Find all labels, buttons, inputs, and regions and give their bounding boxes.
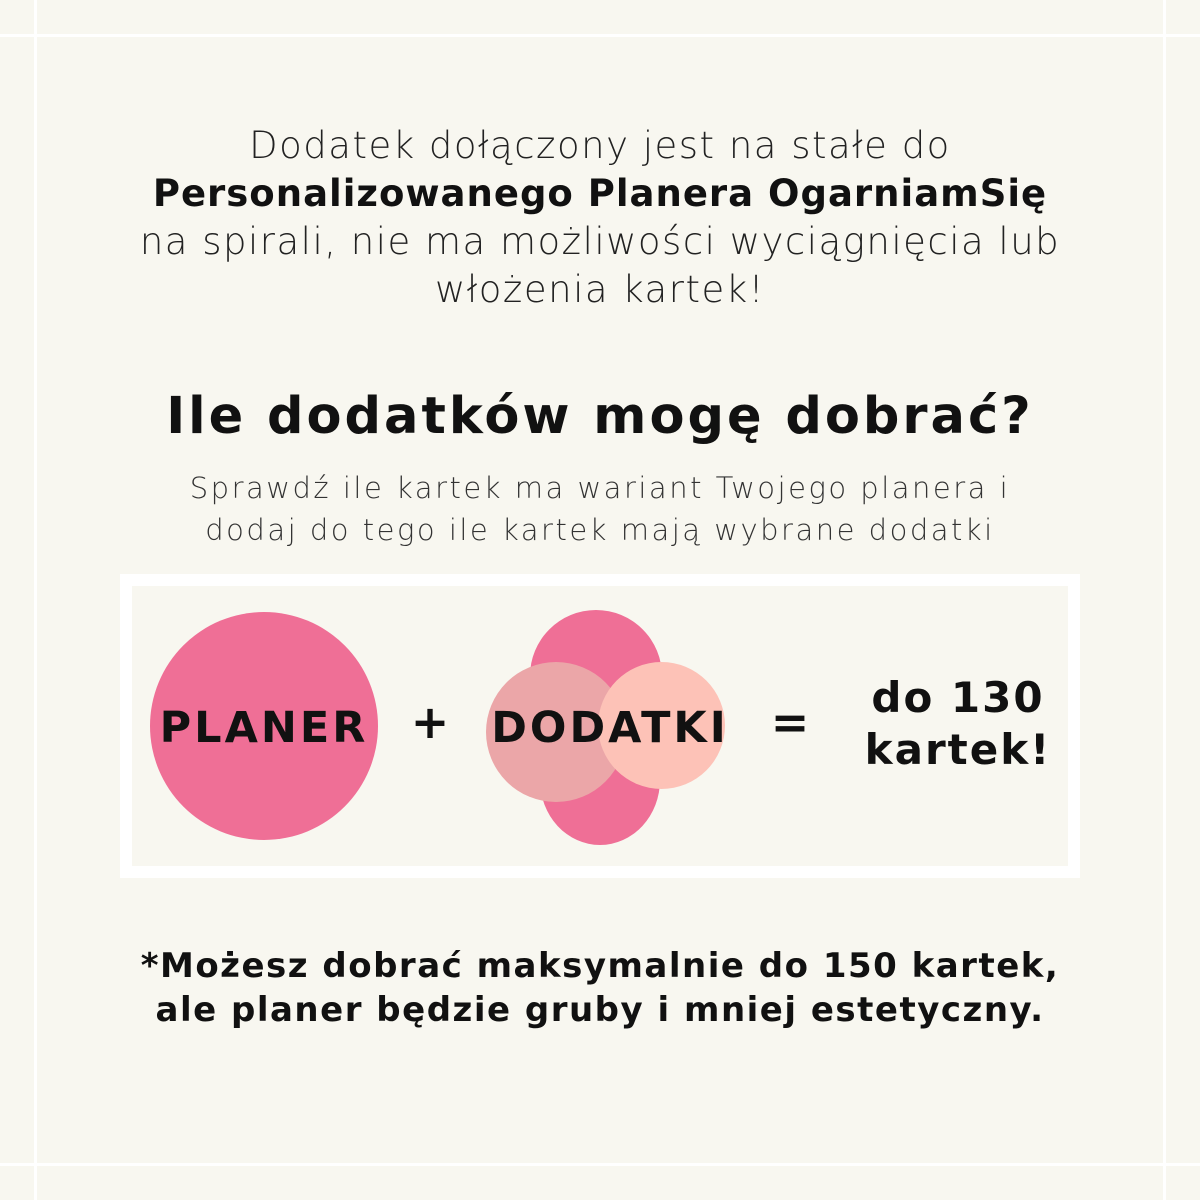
result-line-1: do 130 xyxy=(871,673,1045,722)
guide-line-left xyxy=(34,0,37,1200)
guide-line-right xyxy=(1163,0,1166,1200)
equals-sign: = xyxy=(770,695,810,749)
footnote-line-1: *Możesz dobrać maksymalnie do 150 kartek, xyxy=(140,946,1060,986)
intro-line-1: Dodatek dołączony jest na stałe do xyxy=(249,124,951,167)
result-text xyxy=(838,672,1078,776)
result-line-2: kartek! xyxy=(864,725,1052,774)
guide-line-top xyxy=(0,34,1200,37)
intro-line-3: na spirali, nie ma możliwości wyciągnięcia lub xyxy=(139,220,1061,263)
intro-line-4: włożenia kartek! xyxy=(435,268,765,311)
footnote xyxy=(60,944,1140,1032)
plus-sign: + xyxy=(410,695,450,749)
intro-line-2-bold: Personalizowanego Planera OgarniamSię xyxy=(152,172,1048,215)
main-heading: Ile dodatków mogę dobrać? xyxy=(166,387,1034,446)
dodatki-label: DODATKI xyxy=(491,703,729,753)
subtitle-line-1: Sprawdź ile kartek ma wariant Twojego planera i xyxy=(189,471,1011,505)
subtitle xyxy=(60,467,1140,551)
intro-text xyxy=(60,122,1140,314)
footnote-line-2: ale planer będzie gruby i mniej estetyczny. xyxy=(155,990,1045,1030)
subtitle-line-2: dodaj do tego ile kartek mają wybrane dodatki xyxy=(205,513,995,547)
planer-label: PLANER xyxy=(159,703,369,753)
guide-line-bottom xyxy=(0,1163,1200,1166)
